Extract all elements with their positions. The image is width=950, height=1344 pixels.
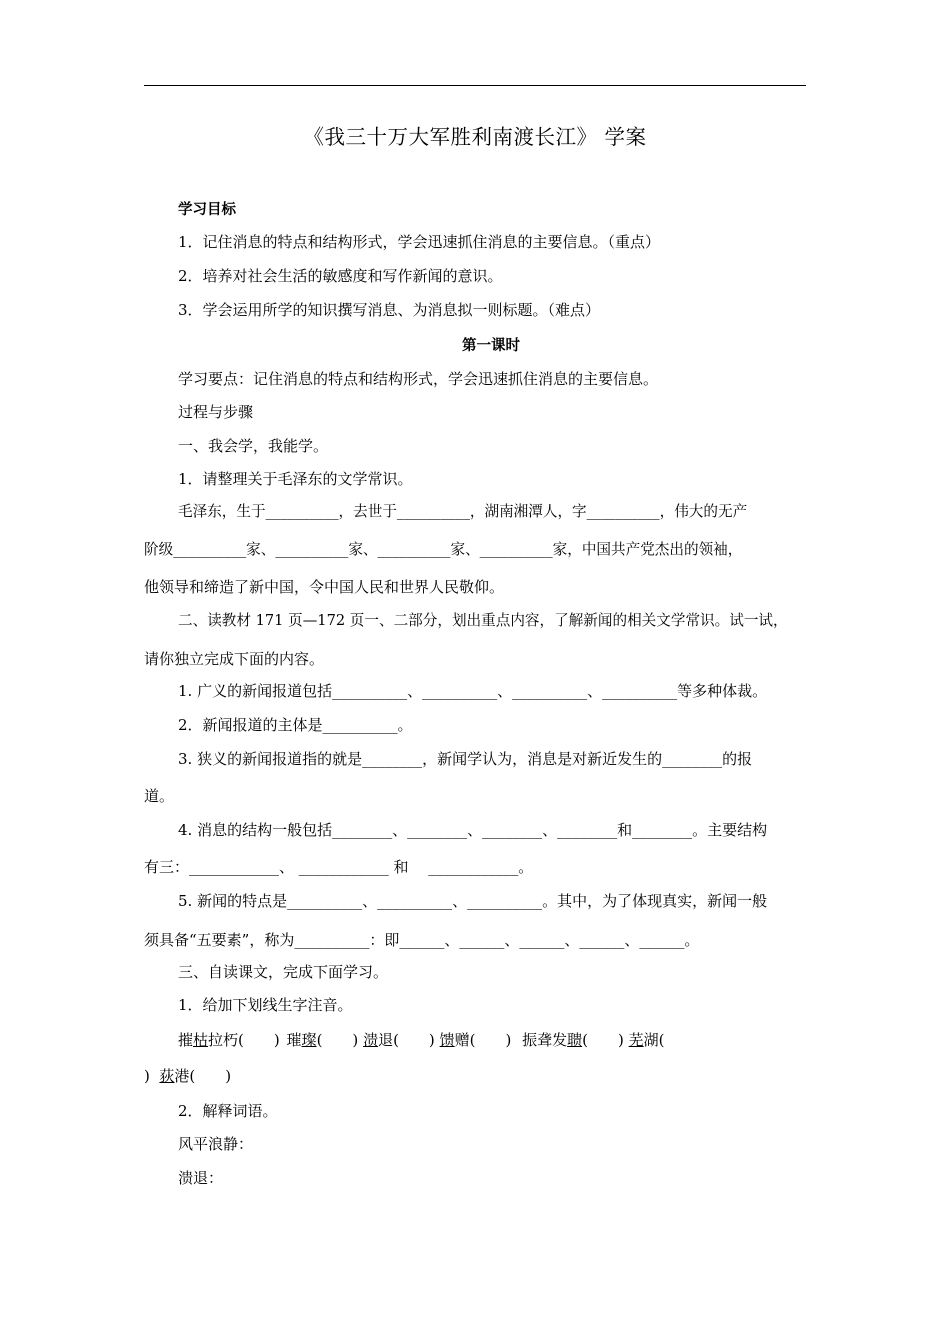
- mao-line-1: 毛泽东，生于__________，去世于__________，湖南湘潭人，字__________，伟大的无产: [178, 503, 748, 520]
- pinyin-item: 芜湖(: [628, 1031, 665, 1049]
- pinyin-item: 振聋发聩( ): [522, 1031, 624, 1049]
- part3-heading: 三、自读课文，完成下面学习。: [178, 963, 389, 981]
- goal-item-2: 2．培养对社会生活的敏感度和写作新闻的意识。: [178, 267, 503, 285]
- mao-line-3: 他领导和缔造了新中国，令中国人民和世界人民敬仰。: [144, 578, 505, 596]
- word-definition-2: 溃退：: [178, 1169, 224, 1187]
- part1-heading: 一、我会学，我能学。: [178, 437, 329, 455]
- pinyin-item: 馈赠( ): [439, 1031, 512, 1049]
- word-definition-1: 风平浪静：: [178, 1135, 254, 1153]
- mao-line-2: 阶级__________家、__________家、__________家、__________家，中国共产党杰出的领袖，: [144, 541, 743, 558]
- pinyin-item: 溃退( ): [363, 1031, 435, 1049]
- page-title: 《我三十万大军胜利南渡长江》 学案: [303, 125, 647, 149]
- part2-question-5-line-2: 须具备“五要素”，称为__________：即______、______、______、______、______。: [144, 931, 700, 949]
- part2-question-1: 1. 广义的新闻报道包括__________、__________、__________、__________等多种体裁。: [178, 682, 768, 700]
- lesson-heading: 第一课时: [462, 338, 520, 354]
- part2-question-2: 2．新闻报道的主体是__________。: [178, 716, 413, 734]
- part2-question-3-line-1: 3. 狭义的新闻报道指的就是________，新闻学认为，消息是对新近发生的________的报: [178, 750, 753, 768]
- part2-question-5-line-1: 5. 新闻的特点是__________、__________、__________。其中，为了体现真实，新闻一般: [178, 892, 768, 910]
- part3-question-2: 2．解释词语。: [178, 1102, 278, 1120]
- part2-question-4-line-2: 有三：____________、 ____________ 和 ____________。: [144, 858, 534, 876]
- process-heading: 过程与步骤: [178, 403, 254, 421]
- part1-question-1: 1．请整理关于毛泽东的文学常识。: [178, 470, 413, 488]
- goals-heading: 学习目标: [178, 202, 236, 218]
- part2-line-2: 请你独立完成下面的内容。: [144, 650, 325, 668]
- pinyin-item: 摧枯拉朽( ): [178, 1031, 280, 1049]
- part3-question-1: 1．给加下划线生字注音。: [178, 996, 353, 1014]
- pinyin-items-line-1: [178, 1030, 665, 1050]
- key-points: 学习要点：记住消息的特点和结构形式，学会迅速抓住消息的主要信息。: [178, 370, 659, 388]
- part2-line-1: 二、读教材 171 页—172 页一、二部分，划出重点内容，了解新闻的相关文学常识。试一试，: [178, 612, 788, 629]
- part2-question-3-line-2: 道。: [144, 787, 175, 805]
- header-rule: [144, 85, 806, 86]
- goal-item-1: 1．记住消息的特点和结构形式，学会迅速抓住消息的主要信息。（重点）: [178, 233, 661, 251]
- pinyin-item: 璀璨( ): [286, 1031, 359, 1049]
- pinyin-items-line-2: ) 荻港( ): [144, 1067, 232, 1085]
- goal-item-3: 3．学会运用所学的知识撰写消息、为消息拟一则标题。（难点）: [178, 301, 601, 319]
- part2-question-4-line-1: 4. 消息的结构一般包括________、________、________、________和________。主要结构: [178, 821, 768, 839]
